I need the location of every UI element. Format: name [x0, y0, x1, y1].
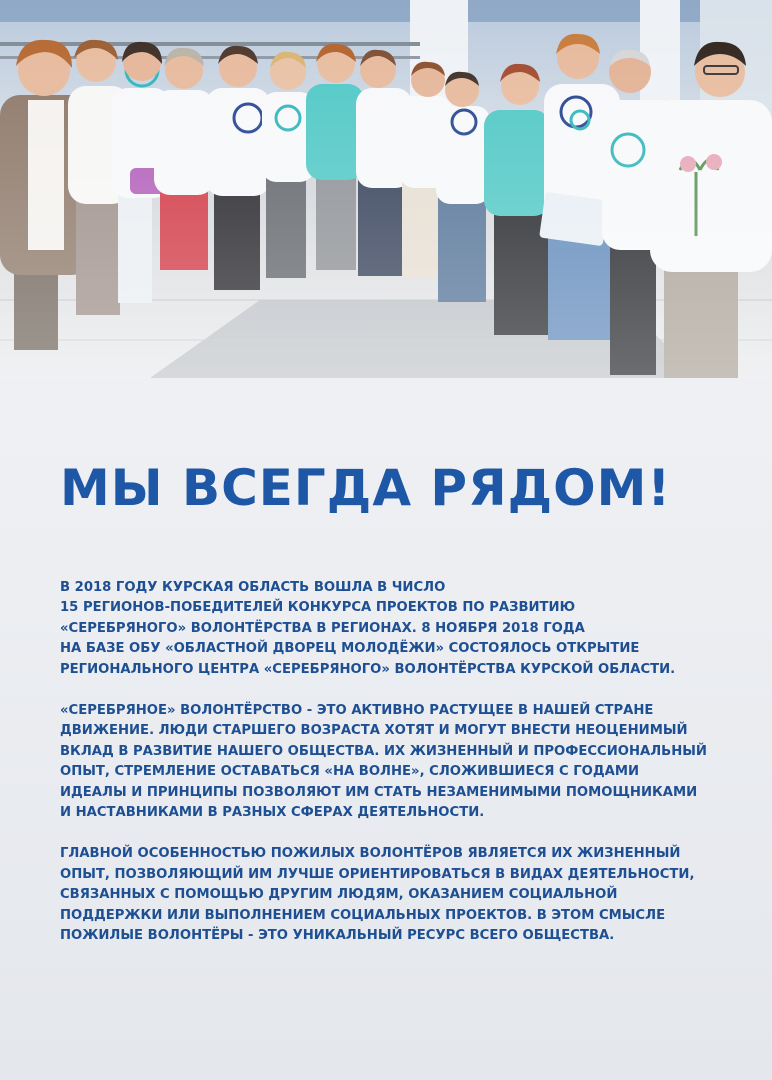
paragraph-1 — [60, 578, 750, 680]
text-line: ОПЫТ, ПОЗВОЛЯЮЩИЙ ИМ ЛУЧШЕ ОРИЕНТИРОВАТЬСЯ В ВИДАХ ДЕЯТЕЛЬНОСТИ, — [60, 866, 695, 882]
text-line: НА БАЗЕ ОБУ «ОБЛАСТНОЙ ДВОРЕЦ МОЛОДЁЖИ» СОСТОЯЛОСЬ ОТКРЫТИЕ — [60, 641, 640, 657]
text-line: РЕГИОНАЛЬНОГО ЦЕНТРА «СЕРЕБРЯНОГО» ВОЛОНТЁРСТВА КУРСКОЙ ОБЛАСТИ. — [60, 661, 676, 677]
text-line: ГЛАВНОЙ ОСОБЕННОСТЬЮ ПОЖИЛЫХ ВОЛОНТЁРОВ ЯВЛЯЕТСЯ ИХ ЖИЗНЕННЫЙ — [60, 846, 681, 862]
text-line: 15 РЕГИОНОВ-ПОБЕДИТЕЛЕЙ КОНКУРСА ПРОЕКТОВ ПО РАЗВИТИЮ — [60, 600, 576, 616]
text-line: В 2018 ГОДУ КУРСКАЯ ОБЛАСТЬ ВОШЛА В ЧИСЛО — [60, 580, 446, 595]
text-line: ВКЛАД В РАЗВИТИЕ НАШЕГО ОБЩЕСТВА. ИХ ЖИЗНЕННЫЙ И ПРОФЕССИОНАЛЬНЫЙ — [60, 743, 707, 759]
text-line: ОПЫТ, СТРЕМЛЕНИЕ ОСТАВАТЬСЯ «НА ВОЛНЕ», СЛОЖИВШИЕСЯ С ГОДАМИ — [60, 764, 639, 780]
paragraph-2 — [60, 701, 750, 823]
group-photo-illustration — [0, 0, 772, 378]
text-line: ИДЕАЛЫ И ПРИНЦИПЫ ПОЗВОЛЯЮТ ИМ СТАТЬ НЕЗАМЕНИМЫМИ ПОМОЩНИКАМИ — [60, 784, 698, 800]
text-line: ДВИЖЕНИЕ. ЛЮДИ СТАРШЕГО ВОЗРАСТА ХОТЯТ И МОГУТ ВНЕСТИ НЕОЦЕНИМЫЙ — [60, 723, 688, 739]
group-photo — [0, 0, 772, 378]
page-title: МЫ ВСЕГДА РЯДОМ! — [60, 459, 672, 517]
text-line: ПОДДЕРЖКИ ИЛИ ВЫПОЛНЕНИЕМ СОЦИАЛЬНЫХ ПРОЕКТОВ. В ЭТОМ СМЫСЛЕ — [60, 907, 666, 923]
text-line: «СЕРЕБРЯНОЕ» ВОЛОНТЁРСТВО - ЭТО АКТИВНО РАСТУЩЕЕ В НАШЕЙ СТРАНЕ — [60, 703, 654, 719]
text-line: СВЯЗАННЫХ С ПОМОЩЬЮ ДРУГИМ ЛЮДЯМ, ОКАЗАНИЕМ СОЦИАЛЬНОЙ — [60, 887, 618, 903]
paragraph-3 — [60, 844, 750, 946]
text-line: «СЕРЕБРЯНОГО» ВОЛОНТЁРСТВА В РЕГИОНАХ. 8 НОЯБРЯ 2018 ГОДА — [60, 620, 585, 636]
article-body — [60, 578, 750, 968]
text-line: ПОЖИЛЫЕ ВОЛОНТЁРЫ - ЭТО УНИКАЛЬНЫЙ РЕСУРС ВСЕГО ОБЩЕСТВА. — [60, 928, 615, 944]
text-line: И НАСТАВНИКАМИ В РАЗНЫХ СФЕРАХ ДЕЯТЕЛЬНОСТИ. — [60, 805, 485, 821]
